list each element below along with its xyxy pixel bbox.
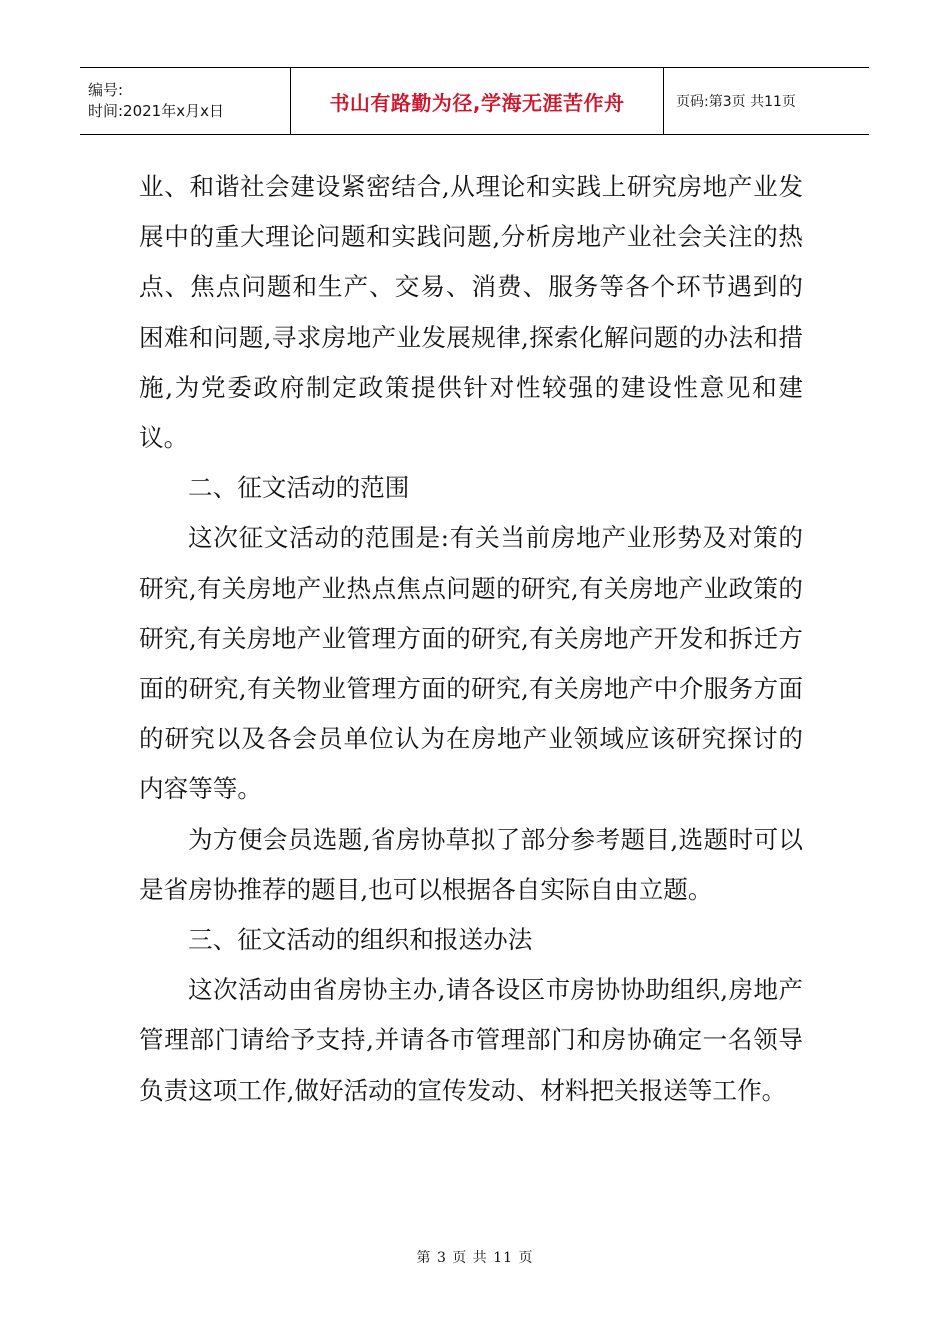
section-heading-organization: 三、征文活动的组织和报送办法 (188, 925, 533, 955)
paragraph-continued: 业、和谐社会建设紧密结合,从理论和实践上研究房地产业发展中的重大理论问题和实践问题,分析房地产业社会关注的热点、焦点问题和生产、交易、消费、服务等各个环节遇到的困难和问题,寻求房地产业发展规律,探索化解问题的办法和措施,为党委政府制定政策提供针对性较强的建设性意见和建议。 (139, 172, 803, 453)
section-heading-scope: 二、征文活动的范围 (188, 473, 410, 503)
paragraph-organization: 这次活动由省房协主办,请各设区市房协协助组织,房地产管理部门请给予支持,并请各市管理部门和房协确定一名领导负责这项工作,做好活动的宣传发动、材料把关报送等工作。 (139, 975, 803, 1105)
header-page-info: 页码:第3页 共11页 (676, 94, 796, 110)
document-number-label: 编号: (88, 81, 124, 99)
paragraph-scope: 这次征文活动的范围是:有关当前房地产业形势及对策的研究,有关房地产业热点焦点问题的研究,有关房地产业政策的研究,有关房地产业管理方面的研究,有关房地产开发和拆迁方面的研究,有关物业管理方面的研究,有关房地产中介服务方面的研究以及各会员单位认为在房地产业领域应该研究探讨的内容等等。 (139, 523, 803, 804)
page-footer: 第 3 页 共 11 页 (416, 1250, 534, 1266)
header-motto: 书山有路勤为径,学海无涯苦作舟 (291, 68, 664, 135)
paragraph-topics: 为方便会员选题,省房协草拟了部分参考题目,选题时可以是省房协推荐的题目,也可以根据各自实际自由立题。 (139, 824, 803, 904)
document-body (139, 162, 803, 1116)
document-time-label: 时间:2021年x月x日 (88, 102, 224, 120)
page-header (80, 67, 869, 135)
header-meta-cell (80, 68, 291, 135)
